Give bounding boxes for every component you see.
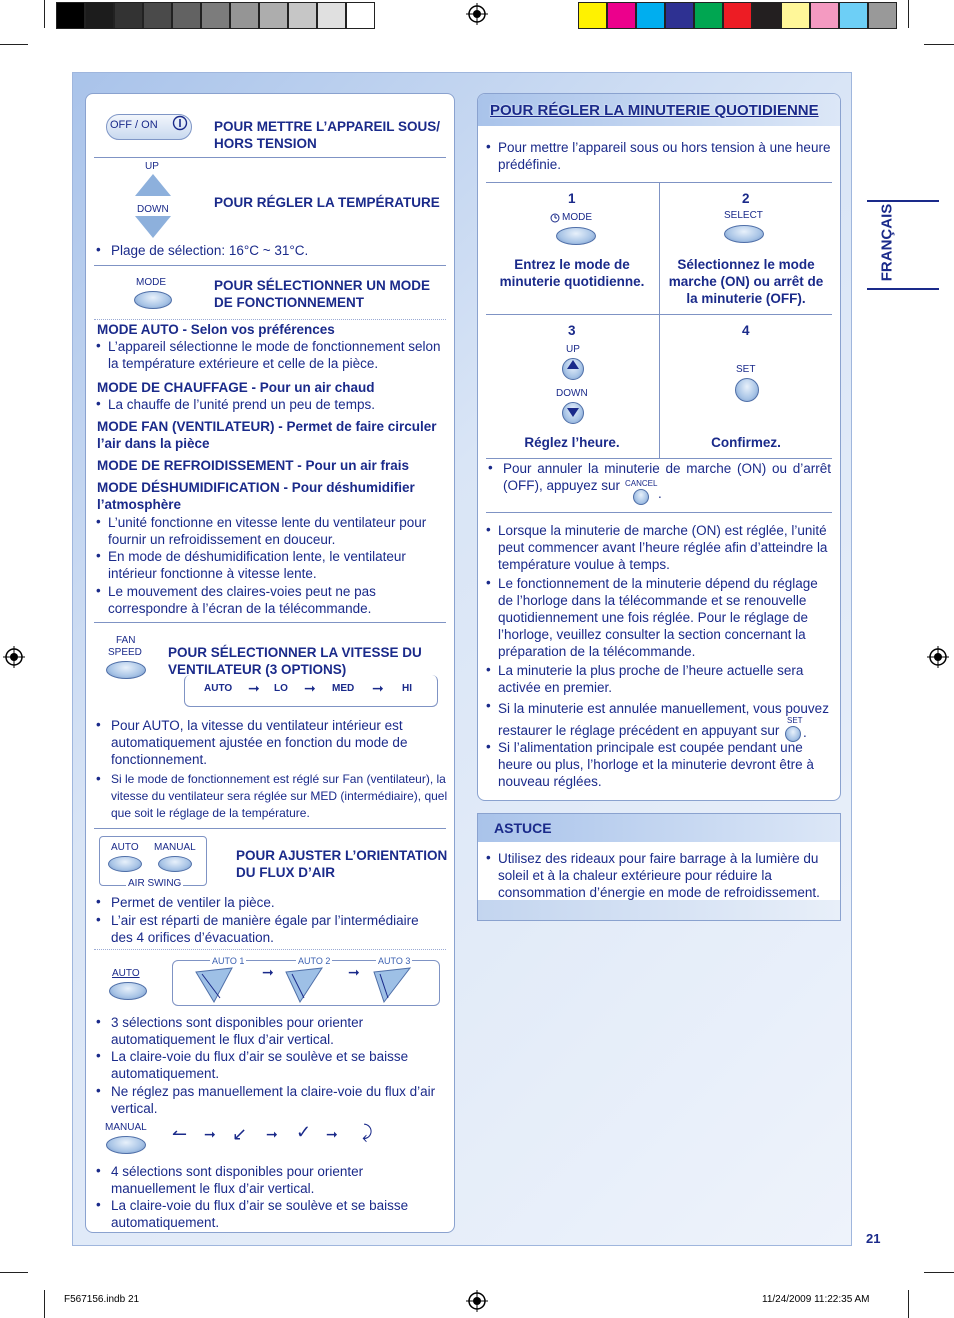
- mode-cool-title: MODE DE REFROIDISSEMENT - Pour un air frais: [97, 458, 410, 473]
- color-swatch: [578, 2, 607, 29]
- divider: [486, 314, 832, 315]
- arrow-right-icon: ➞: [266, 1126, 278, 1142]
- auto-mode-label: AUTO 3: [378, 956, 411, 966]
- footer-file: F567156.indb 21: [64, 1294, 140, 1305]
- timer-note-4-end: .: [803, 725, 807, 740]
- auto-swing-text-2: La claire-voie du flux d’air se soulève et se baisse automatiquement.: [111, 1049, 409, 1081]
- mode-heat-title: MODE DE CHAUFFAGE - Pour un air chaud: [97, 380, 375, 395]
- bullet: •: [486, 139, 491, 154]
- color-swatch: [143, 2, 172, 29]
- timer-note-3: La minuterie la plus proche de l’heure actuelle sera activée en premier.: [498, 663, 804, 695]
- auto-mode-label: AUTO 2: [298, 956, 331, 966]
- arrow-right-icon: ➞: [326, 1126, 338, 1142]
- bullet: •: [96, 1083, 101, 1098]
- language-tab-label: FRANÇAIS: [878, 203, 896, 282]
- auto-swing-text-1: 3 sélections sont disponibles pour orienter automatiquement le flux d’air vertical.: [111, 1015, 364, 1047]
- crop-mark: [0, 44, 28, 45]
- color-swatch: [868, 2, 897, 29]
- step3-text: Réglez l’heure.: [524, 435, 620, 450]
- mode-fan-title: MODE FAN (VENTILATEUR) - Permet de faire circuler l’air dans la pièce: [97, 419, 437, 451]
- temp-down-button[interactable]: [135, 216, 171, 238]
- mode-button[interactable]: [134, 291, 172, 309]
- bullet: •: [96, 717, 101, 732]
- speed-label: SPEED: [108, 647, 142, 658]
- arrow-right-icon: ➞: [204, 1126, 216, 1142]
- mode-auto-title: MODE AUTO - Selon vos préférences: [97, 322, 335, 337]
- fan-text-1: Pour AUTO, la vitesse du ventilateur intérieur est automatiquement ajustée en fonction du mode de fonctionnement.: [111, 718, 408, 767]
- tip-heading: ASTUCE: [494, 820, 552, 836]
- bullet: •: [96, 1014, 101, 1029]
- arrow-right-icon: ➞: [348, 964, 360, 980]
- crop-mark: [924, 44, 954, 45]
- color-swatch: [665, 2, 694, 29]
- manual-swing-button[interactable]: [106, 1136, 146, 1154]
- bullet: •: [486, 739, 491, 754]
- fan-label: FAN: [116, 635, 136, 646]
- crop-mark: [0, 1272, 28, 1273]
- color-swatch: [781, 2, 810, 29]
- divider: [94, 265, 446, 266]
- temp-heading: POUR RÉGLER LA TEMPÉRATURE: [214, 195, 440, 210]
- swing-heading: POUR AJUSTER L’ORIENTATION DU FLUX D’AIR: [236, 848, 448, 880]
- color-swatch: [172, 2, 201, 29]
- set-button-label: SET: [787, 716, 803, 725]
- fan-seq-item: LO: [274, 683, 288, 694]
- step-number: 2: [742, 191, 750, 206]
- bullet: •: [96, 1048, 101, 1063]
- crop-mark: [44, 1290, 45, 1318]
- auto-swing-button[interactable]: [109, 982, 147, 1000]
- divider: [486, 458, 832, 459]
- divider: [94, 949, 446, 950]
- bullet: •: [96, 771, 101, 786]
- timer-note-5: Si l’alimentation principale est coupée pendant une heure ou plus, l’horloge et la minuterie devront être à nouveau réglées.: [498, 740, 814, 789]
- mode-dry-title: MODE DÉSHUMIDIFICATION - Pour déshumidifier l’atmosphère: [97, 480, 415, 512]
- fan-louver-auto2-icon: [282, 966, 326, 1004]
- step2-button-label: SELECT: [724, 210, 763, 221]
- bullet: •: [96, 514, 101, 529]
- auto-swing-label: AUTO: [112, 968, 140, 979]
- timer-heading: POUR RÉGLER LA MINUTERIE QUOTIDIENNE: [490, 102, 819, 119]
- mode-dry-text-1: L’unité fonctionne en vitesse lente du ventilateur pour fournir un refroidissement en douceur.: [108, 515, 427, 547]
- color-swatch: [288, 2, 317, 29]
- color-swatch: [114, 2, 143, 29]
- language-tab: [867, 200, 939, 290]
- step-number: 3: [568, 323, 576, 338]
- crop-mark: [924, 1272, 954, 1273]
- step-number: 4: [742, 323, 750, 338]
- step1-text: Entrez le mode de minuterie quotidienne.: [499, 257, 645, 289]
- color-swatch: [607, 2, 636, 29]
- up-label: UP: [145, 161, 159, 172]
- step-number: 1: [568, 191, 576, 206]
- color-swatch: [752, 2, 781, 29]
- temp-up-button[interactable]: [135, 174, 171, 196]
- bullet: •: [96, 396, 101, 411]
- cancel-end: .: [658, 486, 662, 501]
- divider: [94, 828, 446, 829]
- color-swatch: [56, 2, 85, 29]
- cancel-button-label: CANCEL: [625, 479, 658, 488]
- fan-louver-auto3-icon: [370, 966, 414, 1004]
- timer-select-button[interactable]: [724, 225, 764, 243]
- timer-mode-button[interactable]: [556, 227, 596, 245]
- bullet: •: [96, 548, 101, 563]
- timer-note-2: Le fonctionnement de la minuterie dépend du réglage de l’horloge dans la télécommande et se renouvelle quotidiennement une fois réglée. Pour le réglage de l’horloge, veuillez consulter la section concernant la préparation de la télécommande.: [498, 576, 818, 659]
- mode-heading: POUR SÉLECTIONNER UN MODE DE FONCTIONNEMENT: [214, 278, 431, 310]
- color-swatch: [694, 2, 723, 29]
- cancel-button[interactable]: [633, 489, 649, 505]
- step3-up-label: UP: [566, 344, 580, 355]
- bullet: •: [486, 850, 491, 865]
- bullet: •: [96, 1197, 101, 1212]
- swing-text-1: Permet de ventiler la pièce.: [111, 895, 275, 910]
- louver-pos-2-icon: ↙: [232, 1124, 248, 1144]
- color-swatch: [317, 2, 346, 29]
- auto-mode-label: AUTO 1: [212, 956, 245, 966]
- grid-divider: [659, 182, 660, 458]
- divider: [94, 319, 446, 320]
- arrow-right-icon: ➞: [372, 680, 384, 696]
- crop-mark: [908, 1290, 909, 1318]
- step2-text: Sélectionnez le mode marche (ON) ou arrêt de la minuterie (OFF).: [668, 257, 824, 306]
- color-swatch: [810, 2, 839, 29]
- arrow-right-icon: ➞: [304, 680, 316, 696]
- fan-text-2: Si le mode de fonctionnement est réglé sur Fan (ventilateur), la vitesse du ventilateur sera réglée sur MED (intermédiaire), quel que soit le réglage de la température.: [111, 772, 448, 820]
- registration-mark-icon: [3, 646, 25, 668]
- off-on-button-label: OFF / ON: [110, 119, 158, 131]
- color-swatch: [636, 2, 665, 29]
- crop-mark: [908, 0, 909, 28]
- clock-icon: [550, 213, 560, 223]
- timer-intro: Pour mettre l’appareil sous ou hors tension à une heure prédéfinie.: [498, 140, 831, 172]
- bullet: •: [486, 522, 491, 537]
- footer-datetime: 11/24/2009 11:22:35 AM: [762, 1294, 870, 1305]
- left-panel: [85, 93, 455, 1233]
- swing-auto-button[interactable]: [108, 856, 142, 872]
- mode-auto-text: L’appareil sélectionne le mode de fonctionnement selon la température extérieure et celle de la pièce.: [108, 339, 441, 371]
- color-swatch: [839, 2, 868, 29]
- bullet: •: [96, 1163, 101, 1178]
- arrow-right-icon: ➞: [248, 680, 260, 696]
- bullet: •: [486, 575, 491, 590]
- color-swatch: [346, 2, 375, 29]
- down-label: DOWN: [137, 204, 169, 215]
- mode-heat-text: La chauffe de l’unité prend un peu de temps.: [108, 397, 375, 412]
- tip-panel: [477, 813, 841, 921]
- manual-page: [72, 72, 896, 1246]
- mode-dry-text-3: Le mouvement des claires-voies peut ne pas correspondre à l’écran de la télécommande.: [108, 584, 376, 616]
- color-swatch: [85, 2, 114, 29]
- arrow-right-icon: ➞: [262, 964, 274, 980]
- divider: [486, 512, 832, 513]
- tip-text: Utilisez des rideaux pour faire barrage à la lumière du soleil et à la chaleur extérieure pour réduire la consommation d’énergie en mode de refroidissement.: [498, 851, 820, 900]
- bullet: •: [96, 894, 101, 909]
- swing-auto-label: AUTO: [111, 842, 139, 853]
- bullet: •: [96, 583, 101, 598]
- swing-text-2: L’air est réparti de manière égale par l’intermédiaire des 4 orifices d’évacuation.: [111, 913, 419, 945]
- color-swatch: [230, 2, 259, 29]
- bullet: •: [488, 460, 493, 475]
- timer-note-4: Si la minuterie est annulée manuellement, vous pouvez restaurer le réglage précédent en appuyant sur: [498, 701, 829, 738]
- registration-mark-icon: [466, 3, 488, 25]
- fan-louver-auto1-icon: [192, 966, 236, 1004]
- temp-range: Plage de sélection: 16°C ~ 31°C.: [111, 243, 309, 258]
- registration-mark-icon: [927, 646, 949, 668]
- onoff-heading: POUR METTRE L’APPAREIL SOUS/ HORS TENSION: [214, 119, 441, 151]
- fan-seq-item: MED: [332, 683, 355, 694]
- step4-button-label: SET: [736, 364, 756, 375]
- fan-seq-item: AUTO: [204, 683, 233, 694]
- crop-mark: [44, 0, 45, 28]
- color-swatch: [201, 2, 230, 29]
- manual-swing-text-2: La claire-voie du flux d’air se soulève et se baisse automatiquement.: [111, 1198, 409, 1230]
- step1-button-label: MODE: [562, 212, 592, 223]
- mode-label: MODE: [136, 277, 166, 288]
- up-arrow-icon: [567, 360, 579, 369]
- color-swatch: [723, 2, 752, 29]
- auto-swing-text-3: Ne réglez pas manuellement la claire-voie du flux d’air vertical.: [111, 1084, 436, 1116]
- fan-heading: POUR SÉLECTIONNER LA VITESSE DU VENTILATEUR (3 OPTIONS): [168, 645, 422, 677]
- page-number: 21: [866, 1231, 881, 1246]
- divider: [94, 622, 446, 623]
- bullet: •: [486, 662, 491, 677]
- timer-panel: [477, 93, 841, 801]
- swing-manual-label: MANUAL: [154, 842, 196, 853]
- fan-speed-button[interactable]: [106, 661, 146, 679]
- step3-down-label: DOWN: [556, 388, 588, 399]
- timer-set-button[interactable]: [735, 378, 759, 402]
- divider: [94, 157, 446, 158]
- power-icon: [172, 115, 188, 131]
- registration-mark-icon: [466, 1290, 488, 1312]
- fan-seq-item: HI: [402, 683, 412, 694]
- down-arrow-icon: [567, 408, 579, 417]
- step4-text: Confirmez.: [711, 435, 781, 450]
- cancel-text: Pour annuler la minuterie de marche (ON) ou d’arrêt (OFF), appuyez sur: [503, 461, 831, 493]
- bullet: •: [96, 912, 101, 927]
- air-swing-label: AIR SWING: [128, 878, 182, 889]
- louver-pos-1-icon: ↼: [172, 1124, 188, 1144]
- bullet: •: [96, 242, 101, 257]
- tip-footer: [478, 900, 840, 920]
- louver-pos-3-icon: ✓: [296, 1122, 312, 1142]
- bullet: •: [96, 338, 101, 353]
- color-swatch: [259, 2, 288, 29]
- louver-pos-4-icon: ⤸: [362, 1122, 373, 1142]
- timer-note-1: Lorsque la minuterie de marche (ON) est réglée, l’unité peut commencer avant l’heure réglée afin d’atteindre la température voulue à temps.: [498, 523, 828, 572]
- mode-dry-text-2: En mode de déshumidification lente, le ventilateur intérieur fonctionne à vitesse lente.: [108, 549, 406, 581]
- swing-manual-button[interactable]: [158, 856, 192, 872]
- bullet: •: [486, 698, 491, 713]
- manual-swing-text-1: 4 sélections sont disponibles pour orienter manuellement le flux d’air vertical.: [111, 1164, 364, 1196]
- manual-swing-label: MANUAL: [105, 1122, 147, 1133]
